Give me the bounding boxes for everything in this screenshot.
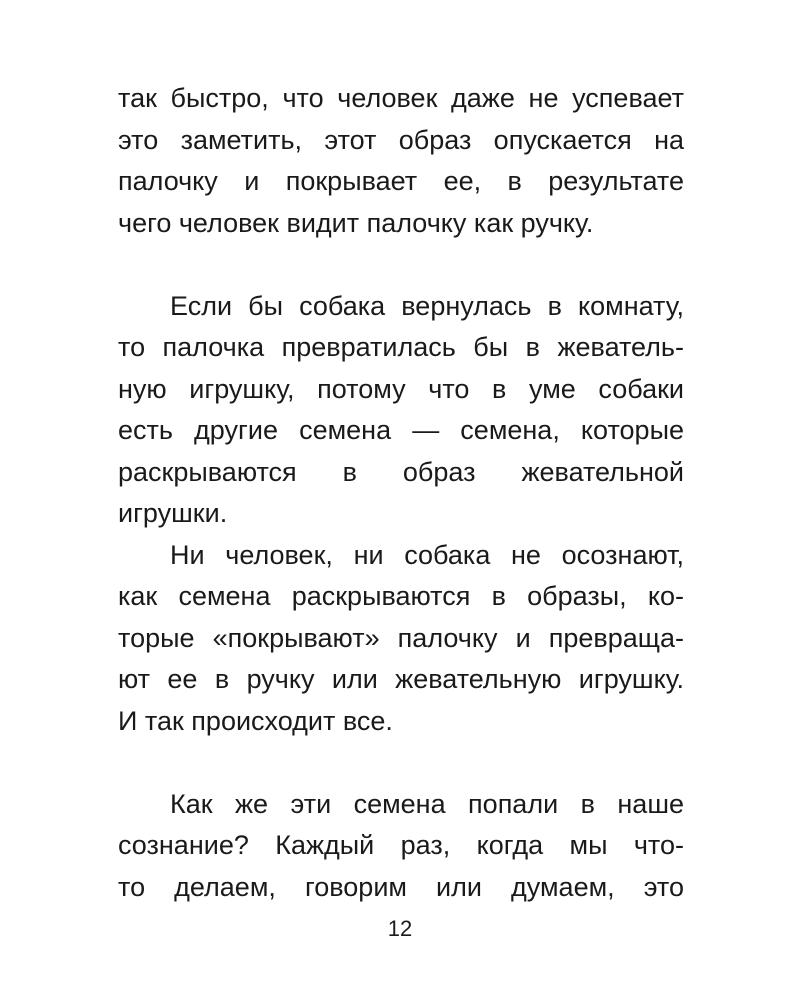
text-line: палочку и покрывает ее, в результате bbox=[118, 166, 684, 196]
paragraph-gap bbox=[118, 244, 684, 286]
page-number: 12 bbox=[387, 916, 413, 941]
text-line: так быстро, что человек даже не успевает bbox=[118, 83, 684, 113]
text-line: чего человек видит палочку как ручку. bbox=[118, 207, 594, 238]
paragraph-2 bbox=[118, 286, 684, 535]
text-line: это заметить, этот образ опускается на bbox=[118, 124, 684, 155]
text-line: как семена раскрываются в образы, ко- bbox=[118, 581, 684, 611]
text-line: торые «покрывают» палочку и превраща- bbox=[118, 622, 684, 653]
text-line: то делаем, говорим или думаем, это bbox=[118, 871, 684, 902]
paragraph-1 bbox=[118, 78, 684, 244]
paragraph-4 bbox=[118, 784, 684, 909]
page-body bbox=[118, 78, 684, 908]
text-line: Ни человек, ни собака не осознают, bbox=[170, 539, 684, 570]
text-line: И так происходит все. bbox=[118, 705, 393, 736]
text-line: Как же эти семена попали в наше bbox=[170, 788, 684, 819]
paragraph-gap bbox=[118, 742, 684, 784]
text-line: ную игрушку, потому что в уме собаки bbox=[118, 373, 684, 404]
text-line: раскрываются в образ жевательной bbox=[118, 456, 684, 487]
text-line: сознание? Каждый раз, когда мы что- bbox=[118, 830, 684, 860]
text-line: игрушки. bbox=[118, 498, 228, 528]
text-line: то палочка превратилась бы в жеватель- bbox=[118, 332, 684, 362]
text-line: ют ее в ручку или жевательную игрушку. bbox=[118, 664, 684, 694]
text-line: Если бы собака вернулась в комнату, bbox=[170, 290, 684, 321]
text-line: есть другие семена — семена, которые bbox=[118, 415, 684, 445]
paragraph-3 bbox=[118, 535, 684, 743]
